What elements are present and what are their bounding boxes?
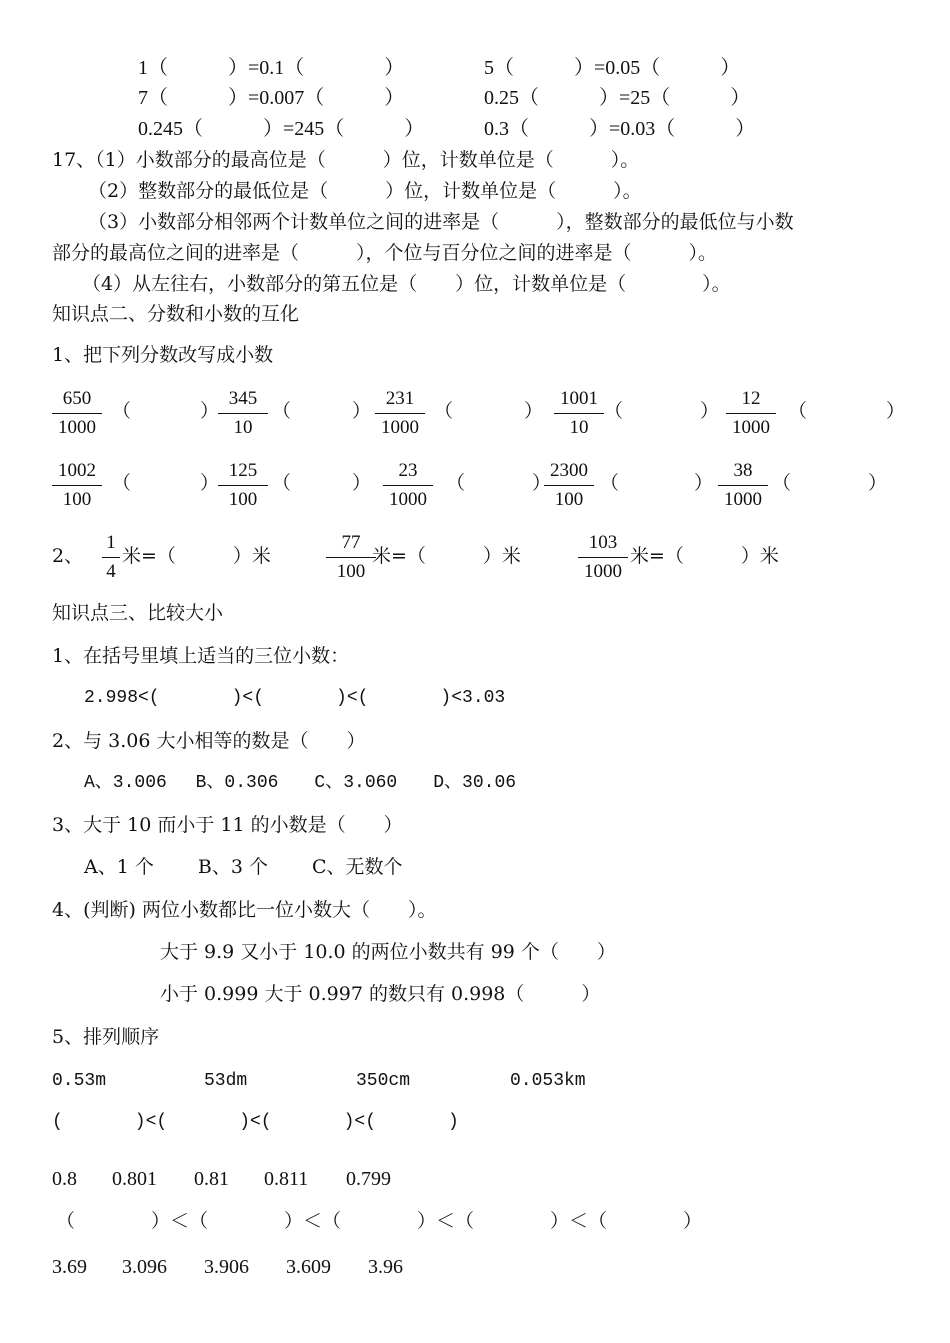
q16-row3-right: 0.3（ ）=0.03（ ） bbox=[484, 118, 756, 140]
open-paren: （ bbox=[112, 400, 132, 422]
open-paren: （ bbox=[600, 472, 620, 494]
open-paren: （ bbox=[788, 400, 808, 422]
order-value: 0.799 bbox=[346, 1168, 391, 1190]
order-value: 3.906 bbox=[204, 1256, 249, 1278]
section2-q1-title: 1、把下列分数改写成小数 bbox=[52, 344, 274, 366]
order-value: 0.8 bbox=[52, 1168, 77, 1190]
order-value: 3.096 bbox=[122, 1256, 167, 1278]
section3-q3-options: A、1 个 B、3 个 C、无数个 bbox=[84, 856, 403, 878]
q16-row2-left: 7（ ）=0.007（ ） bbox=[138, 87, 405, 109]
meters-answer: 米=（ ）米 bbox=[122, 545, 271, 567]
open-paren: （ bbox=[604, 400, 624, 422]
fraction: 345 10 bbox=[216, 388, 270, 439]
q16-row3-left: 0.245（ ）=245（ ） bbox=[138, 118, 425, 140]
q17-part3-line2: 部分的最高位之间的进率是（ ），个位与百分位之间的进率是（ ）。 bbox=[52, 242, 718, 264]
order-value: 3.609 bbox=[286, 1256, 331, 1278]
order-value: 0.53m bbox=[52, 1071, 107, 1091]
section3-q3-title: 3、大于 10 而小于 11 的小数是（ ） bbox=[52, 814, 403, 836]
fraction: 1 4 bbox=[84, 532, 138, 583]
order-value: 0.81 bbox=[194, 1168, 229, 1190]
q17-part2: （2）整数部分的最低位是（ ）位，计数单位是（ ）。 bbox=[88, 180, 642, 202]
open-paren: （ bbox=[434, 400, 454, 422]
fraction: 1002 100 bbox=[50, 460, 104, 511]
order-value: 3.69 bbox=[52, 1256, 87, 1278]
open-paren: （ bbox=[446, 472, 466, 494]
fraction: 103 1000 bbox=[576, 532, 630, 583]
order-chain: ( )<( )<( )<( ) bbox=[52, 1112, 459, 1132]
close-paren: ） bbox=[532, 472, 552, 494]
section3-q2-options: A、3.006 B、0.306 C、3.060 D、30.06 bbox=[84, 773, 517, 793]
q16-row2-right: 0.25（ ）=25（ ） bbox=[484, 87, 751, 109]
close-paren: ） bbox=[700, 400, 720, 422]
section3-q2-title: 2、与 3.06 大小相等的数是（ ） bbox=[52, 730, 366, 752]
q17-part4: （4）从左往右，小数部分的第五位是（ ）位，计数单位是（ ）。 bbox=[82, 273, 731, 295]
order-value: 3.96 bbox=[368, 1256, 403, 1278]
section3-q1-chain: 2.998<( )<( )<( )<3.03 bbox=[84, 688, 506, 708]
close-paren: ） bbox=[524, 400, 544, 422]
close-paren: ） bbox=[200, 472, 220, 494]
fraction: 231 1000 bbox=[373, 388, 427, 439]
close-paren: ） bbox=[352, 472, 372, 494]
open-paren: （ bbox=[112, 472, 132, 494]
fraction: 77 100 bbox=[324, 532, 378, 583]
order-chain: （ ）＜（ ）＜（ ）＜（ ）＜（ ） bbox=[56, 1210, 703, 1232]
order-value: 53dm bbox=[204, 1071, 248, 1091]
fraction: 1001 10 bbox=[552, 388, 606, 439]
close-paren: ） bbox=[352, 400, 372, 422]
section2-title: 知识点二、分数和小数的互化 bbox=[52, 303, 300, 325]
open-paren: （ bbox=[272, 400, 292, 422]
section3-q4-statement2: 小于 0.999 大于 0.997 的数只有 0.998（ ） bbox=[160, 983, 601, 1005]
section3-title: 知识点三、比较大小 bbox=[52, 602, 224, 624]
section2-q2-label: 2、 bbox=[52, 545, 84, 567]
fraction: 12 1000 bbox=[724, 388, 778, 439]
open-paren: （ bbox=[772, 472, 792, 494]
order-value: 0.811 bbox=[264, 1168, 309, 1190]
meters-answer: 米=（ ）米 bbox=[630, 545, 779, 567]
section3-q1-title: 1、在括号里填上适当的三位小数： bbox=[52, 645, 350, 667]
section3-q5-title: 5、排列顺序 bbox=[52, 1026, 160, 1048]
q17-part3-line1: （3）小数部分相邻两个计数单位之间的进率是（ ），整数部分的最低位与小数 bbox=[88, 211, 794, 233]
order-value: 0.801 bbox=[112, 1168, 157, 1190]
section3-q4-title: 4、(判断) 两位小数都比一位小数大（ ）。 bbox=[52, 899, 437, 921]
q16-row1-right: 5（ ）=0.05（ ） bbox=[484, 57, 741, 79]
open-paren: （ bbox=[272, 472, 292, 494]
order-value: 350cm bbox=[356, 1071, 411, 1091]
meters-answer: 米=（ ）米 bbox=[372, 545, 521, 567]
fraction: 2300 100 bbox=[542, 460, 596, 511]
close-paren: ） bbox=[886, 400, 906, 422]
q16-row1-left: 1（ ）=0.1（ ） bbox=[138, 57, 405, 79]
close-paren: ） bbox=[868, 472, 888, 494]
close-paren: ） bbox=[200, 400, 220, 422]
fraction: 38 1000 bbox=[716, 460, 770, 511]
fraction: 23 1000 bbox=[381, 460, 435, 511]
order-value: 0.053km bbox=[510, 1071, 586, 1091]
q17-part1: 17、（1）小数部分的最高位是（ ）位，计数单位是（ ）。 bbox=[52, 149, 640, 171]
close-paren: ） bbox=[694, 472, 714, 494]
fraction: 125 100 bbox=[216, 460, 270, 511]
section3-q4-statement1: 大于 9.9 又小于 10.0 的两位小数共有 99 个（ ） bbox=[160, 941, 616, 963]
fraction: 650 1000 bbox=[50, 388, 104, 439]
